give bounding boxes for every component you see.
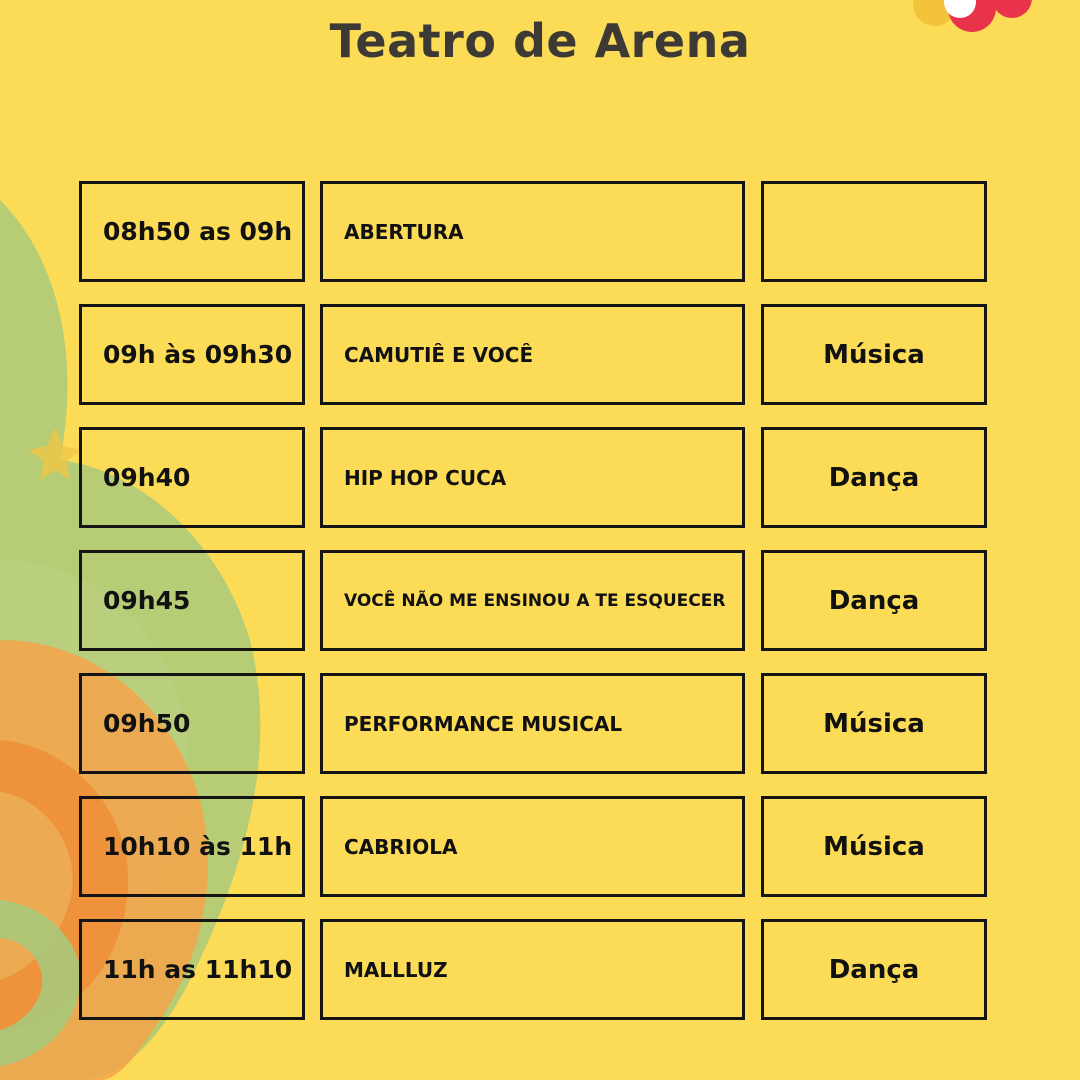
event-name-cell: HIP HOP CUCA	[320, 427, 745, 528]
table-row	[0, 919, 1080, 1020]
category-cell: Dança	[761, 427, 987, 528]
event-name-cell: CABRIOLA	[320, 796, 745, 897]
event-name-cell: ABERTURA	[320, 181, 745, 282]
time-cell: 09h às 09h30	[79, 304, 305, 405]
table-row	[0, 550, 1080, 651]
table-row	[0, 181, 1080, 282]
category-cell: Dança	[761, 919, 987, 1020]
category-cell: Música	[761, 796, 987, 897]
category-cell: Música	[761, 304, 987, 405]
event-name-cell: PERFORMANCE MUSICAL	[320, 673, 745, 774]
time-cell: 10h10 às 11h	[79, 796, 305, 897]
table-row	[0, 427, 1080, 528]
time-cell: 09h45	[79, 550, 305, 651]
category-cell: Dança	[761, 550, 987, 651]
table-row	[0, 673, 1080, 774]
table-row	[0, 304, 1080, 405]
event-name-cell: VOCÊ NÃO ME ENSINOU A TE ESQUECER	[320, 550, 745, 651]
event-name-cell: MALLLUZ	[320, 919, 745, 1020]
time-cell: 11h as 11h10	[79, 919, 305, 1020]
category-cell: Música	[761, 673, 987, 774]
event-name-cell: CAMUTIÊ E VOCÊ	[320, 304, 745, 405]
table-row	[0, 796, 1080, 897]
page-title: Teatro de Arena	[329, 14, 751, 68]
time-cell: 08h50 as 09h	[79, 181, 305, 282]
time-cell: 09h40	[79, 427, 305, 528]
category-cell	[761, 181, 987, 282]
time-cell: 09h50	[79, 673, 305, 774]
